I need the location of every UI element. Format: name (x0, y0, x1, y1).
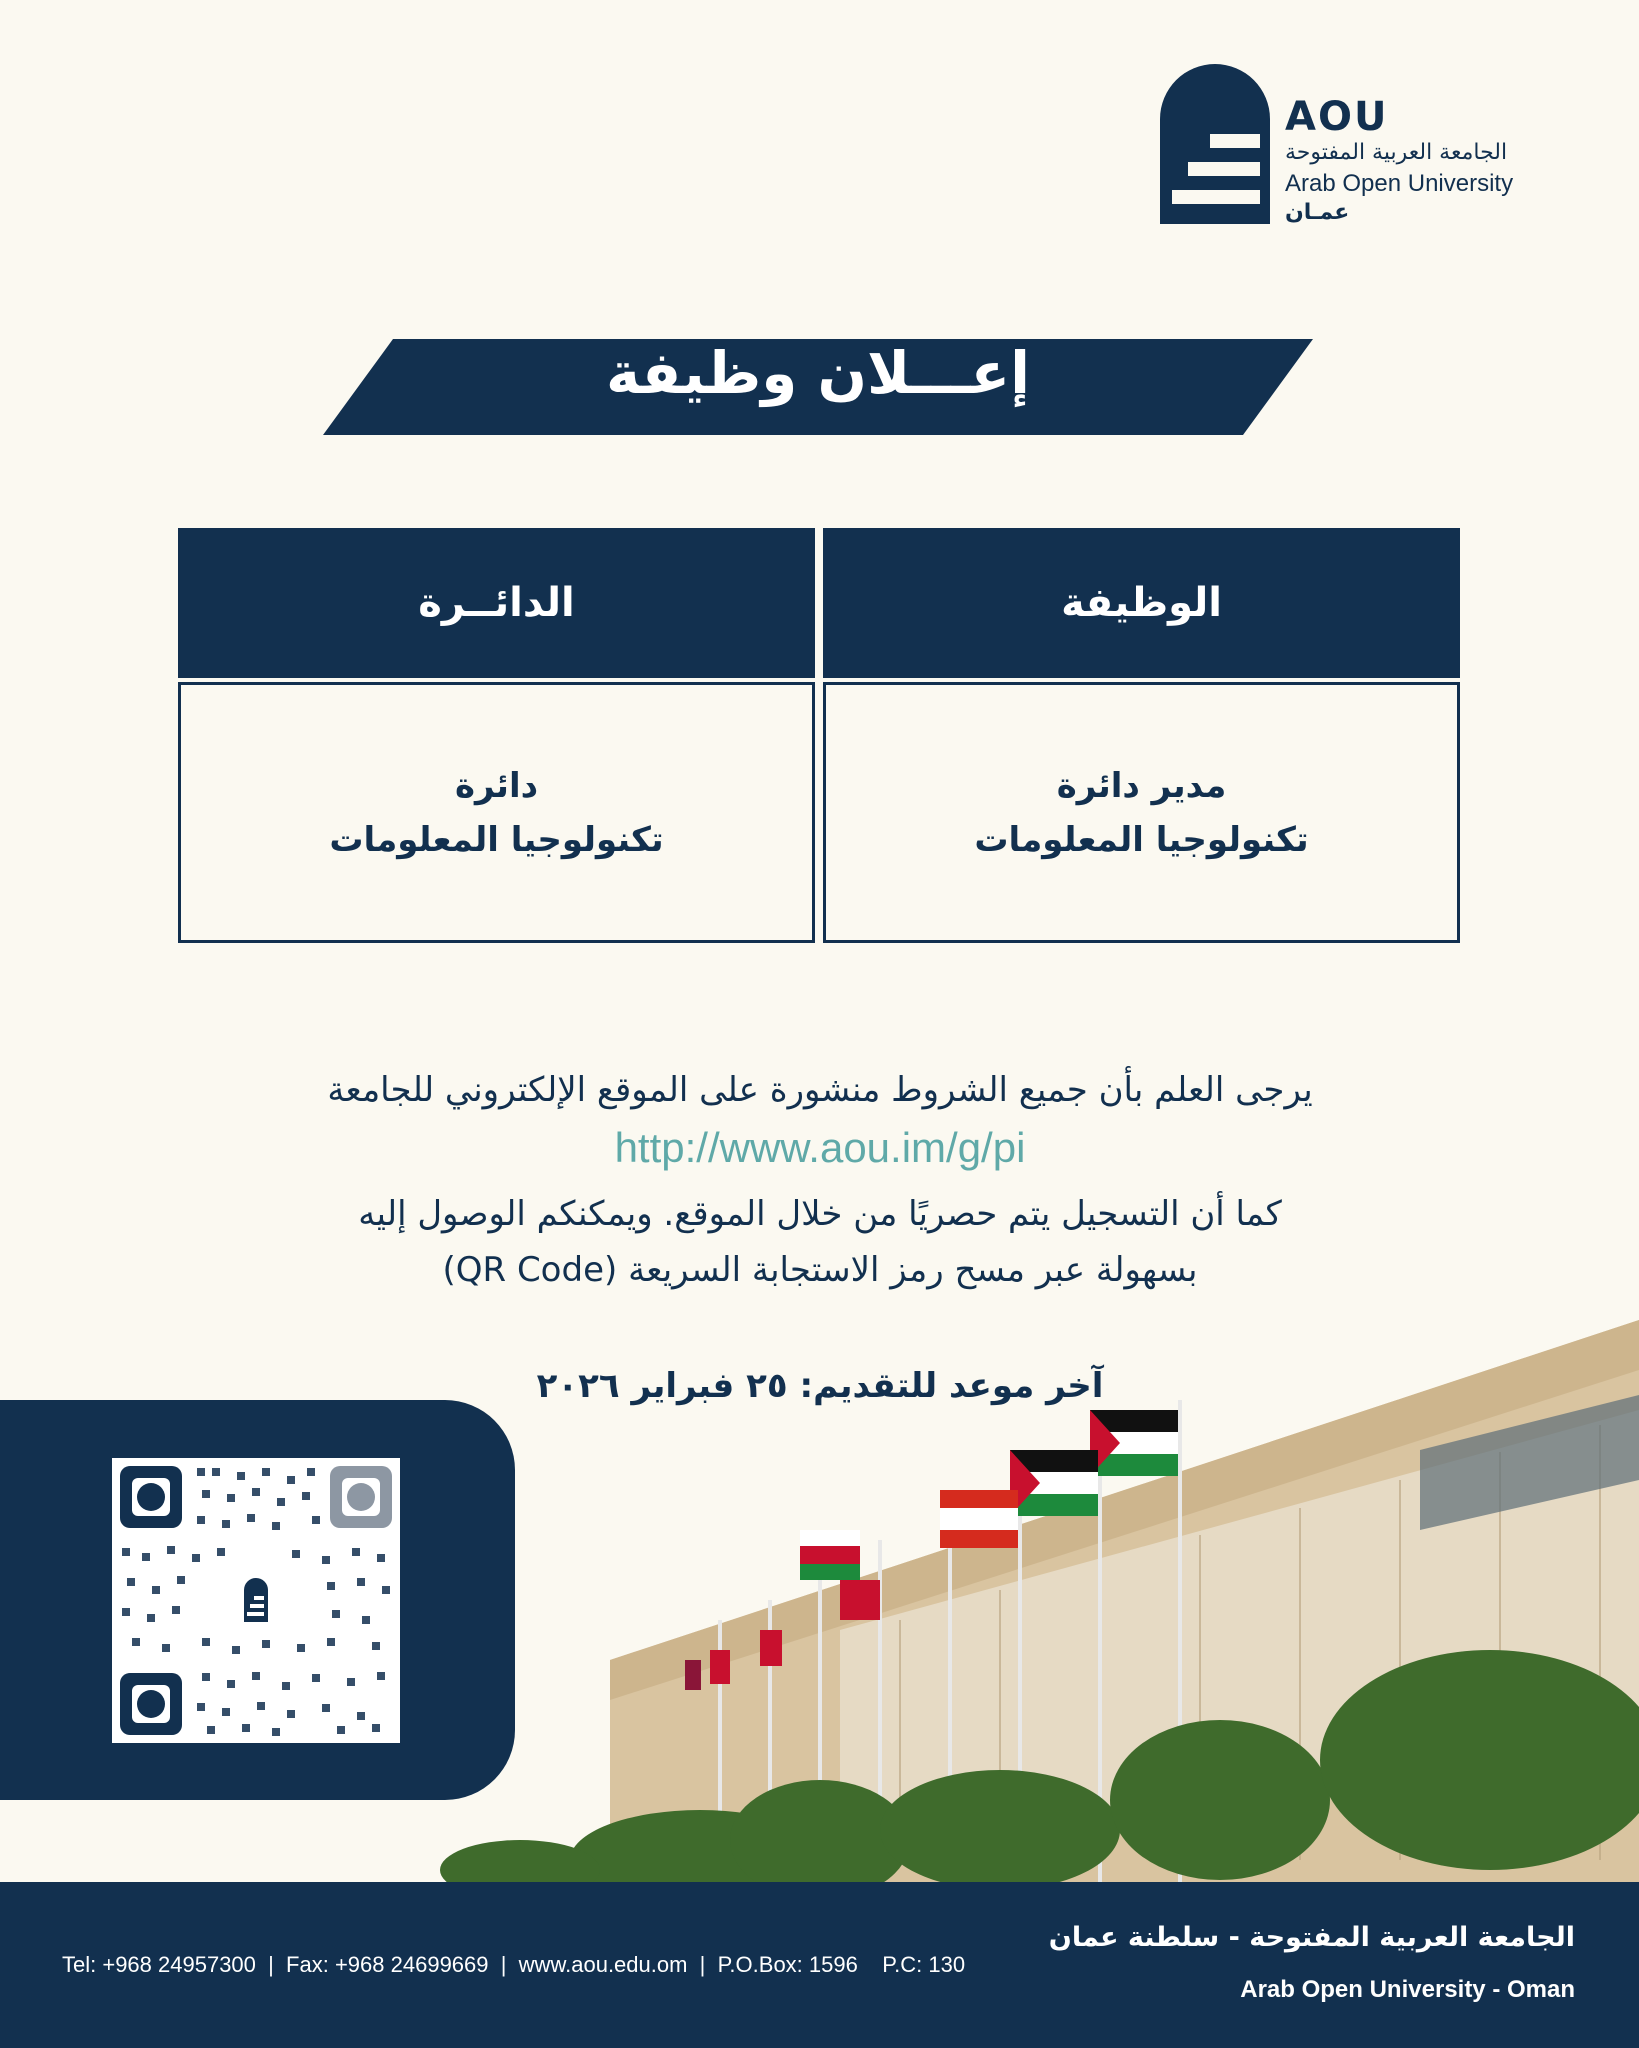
info-line-3: بسهولة عبر مسح رمز الاستجابة السريعة (QR Code) (442, 1250, 1198, 1290)
job-title-line1: مدير دائرة (1056, 765, 1227, 806)
aou-logo-mark-icon (1160, 64, 1270, 224)
logo-name-arabic: الجامعة العربية المفتوحة (1285, 140, 1508, 165)
job-table (178, 528, 1460, 943)
department-line2: تكنولوجيا المعلومات (329, 819, 664, 860)
logo-branch: عمـان (1285, 200, 1350, 225)
job-title-line2: تكنولوجيا المعلومات (974, 819, 1309, 860)
footer-contact-info: Tel: +968 24957300 | Fax: +968 24699669 | www.aou.edu.om | P.O.Box: 1596 P.C: 130 (62, 1952, 966, 1977)
qr-code[interactable] (112, 1458, 400, 1743)
job-announcement-banner (323, 339, 1313, 435)
department-cell (178, 682, 815, 943)
header-department: الدائــرة (178, 528, 815, 678)
application-deadline: آخر موعد للتقديم: ٢٥ فبراير ٢٠٢٦ (536, 1366, 1104, 1406)
job-title-cell (823, 682, 1460, 943)
footer-name-english: Arab Open University - Oman (1240, 1976, 1575, 2003)
logo-abbreviation: AOU (1285, 94, 1389, 140)
footer (0, 1882, 1639, 2048)
website-link[interactable]: http://www.aou.im/g/pi (614, 1124, 1026, 1171)
header-job: الوظيفة (823, 528, 1460, 678)
qr-code-icon (112, 1458, 400, 1743)
footer-name-arabic: الجامعة العربية المفتوحة - سلطنة عمان (1048, 1922, 1575, 1953)
page-title: إعـــلان وظيفة (606, 339, 1030, 407)
aou-logo (1160, 64, 1580, 234)
info-line-2: كما أن التسجيل يتم حصريًا من خلال الموقع. ويمكنكم الوصول إليه (358, 1194, 1282, 1234)
info-line-1: يرجى العلم بأن جميع الشروط منشورة على الموقع الإلكتروني للجامعة (327, 1070, 1313, 1110)
campus-building-image (440, 1300, 1639, 1885)
department-line1: دائرة (454, 765, 539, 806)
logo-name-english: Arab Open University (1285, 170, 1514, 197)
